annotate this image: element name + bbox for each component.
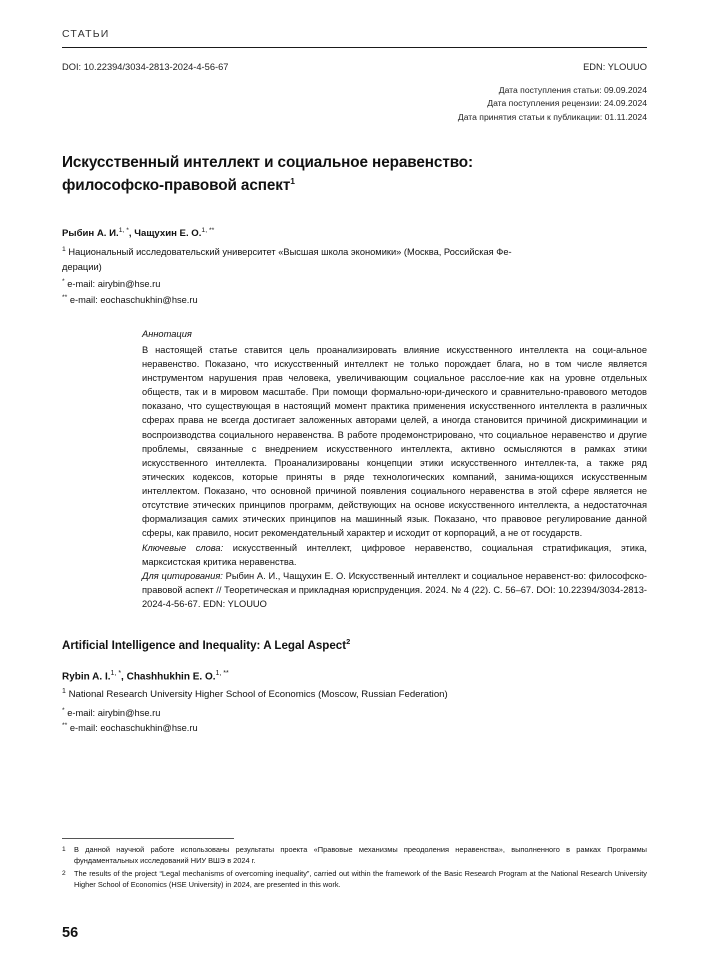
email-en-2-text: e-mail: eochaschukhin@hse.ru <box>67 723 198 734</box>
email-en-1-sup: * <box>62 706 65 714</box>
email-en-2 <box>62 722 647 733</box>
affiliation-ru-sup: 1 <box>62 246 66 254</box>
edn-text: EDN: YLOUUO <box>583 62 647 72</box>
date-reviewed: Дата поступления рецензии: 24.09.2024 <box>487 98 647 109</box>
citation-text: Рыбин А. И., Чащухин Е. О. Искусственный интеллект и социальное неравенст-во: философско-правовой аспект // Теоретическая и прикладная юриспруденция. 2024. № 4 (22). С. 56–67. DOI: 10.22394/3034-2813-2024-4-56-67. EDN: YLOUUO <box>142 570 647 609</box>
email-ru-2-text: e-mail: eochaschukhin@hse.ru <box>67 294 198 305</box>
date-accepted: Дата принятия статьи к публикации: 01.11.2024 <box>457 111 647 122</box>
email-ru-1 <box>62 278 647 289</box>
affiliation-en-text: National Research University Higher School of Economics (Moscow, Russian Federation) <box>65 689 448 701</box>
author-ru-2-sup: 1, ** <box>201 227 215 235</box>
doi-text: DOI: 10.22394/3034-2813-2024-4-56-67 <box>62 62 229 72</box>
meta-row <box>62 62 647 72</box>
citation-label: Для цитирования: <box>142 570 223 581</box>
authors-ru <box>62 227 647 239</box>
citation-line <box>142 569 647 611</box>
footnote-divider <box>62 838 234 839</box>
title-en-footnote-marker: 2 <box>346 637 351 647</box>
affiliation-en-sup: 1 <box>62 688 66 696</box>
footnote-1 <box>62 845 647 866</box>
author-en-1-sup: 1, * <box>110 669 122 677</box>
title-ru-line2-text: философско-правовой аспект <box>62 176 291 194</box>
title-en-text: Artificial Intelligence and Inequality: A Legal Aspect <box>62 638 347 652</box>
abstract-body <box>142 343 647 611</box>
email-en-2-sup: ** <box>62 721 68 729</box>
header-divider <box>62 47 647 48</box>
keywords-line <box>142 541 647 569</box>
abstract-label: Аннотация <box>142 328 192 339</box>
footnote-2 <box>62 869 647 890</box>
page-title-ru <box>62 152 647 197</box>
author-en-2: , Chashhukhin E. O. <box>121 671 216 683</box>
page-title-en <box>62 637 647 652</box>
submission-dates <box>62 84 647 124</box>
author-ru-1: Рыбин А. И. <box>62 228 119 240</box>
abstract-block <box>142 327 647 612</box>
footnote-2-number: 2 <box>62 870 66 878</box>
running-head: СТАТЬИ <box>62 28 110 40</box>
email-ru-2-sup: ** <box>62 293 68 301</box>
authors-en <box>62 670 647 682</box>
author-en-2-sup: 1, ** <box>215 669 229 677</box>
email-en-1-text: e-mail: airybin@hse.ru <box>64 707 161 718</box>
author-ru-1-sup: 1, * <box>118 227 129 235</box>
affiliation-en <box>62 687 647 703</box>
abstract-text: В настоящей статье ставится цель проанализировать влияние искусственного интеллекта на соци-альное неравенство. Показано, что искусственный интеллект не только порождает блага, но в том числе является инструментом нарушения прав человека, увеличивающим социальное расслое-ние как на уровне отдельных обществ, так и в мировом масштабе. При помощи формально-юри-дического и сравнительно-правового методов показано, что существующая в настоящий момент практика применения искусственного интеллекта в различных сферах права не всегда достигает заложенных авторами целей, а иногда становится причиной дискриминации и воспроизводства социального неравенства. В работе продемонстрировано, что социальное неравенство и другие проблемы, связанные с внедрением искусственного интеллекта, активно осмысляются в рамках этики искусственного интеллекта. Проанализированы концепции этики искусственного интеллек-та, а также ряд этических кодексов, которые приняты в ряде технологических компаний, занима-ющихся искусственным интеллектом. Показано, что основной причиной появления социального неравенства в этой сфере является не отсутствие этических принципов программ, действующих на основе искусственного интеллекта, а недостаточная формализация самих этических принципов на машинный язык. Показано, что правовое регулирование данной сферы, как правило, носит рекомендательный характер и исходит от корпораций, а не от государств. <box>142 344 647 539</box>
title-ru-line1: Искусственный интеллект и социальное неравенство: <box>62 153 474 171</box>
affiliation-ru-line2: дерации) <box>62 261 102 272</box>
email-ru-1-sup: * <box>62 278 65 286</box>
author-ru-2: , Чащухин Е. О. <box>128 228 202 240</box>
email-en-1 <box>62 707 647 718</box>
footnote-1-number: 1 <box>62 846 66 853</box>
title-ru-line2 <box>62 175 647 198</box>
page-number: 56 <box>62 925 79 941</box>
email-ru-1-text: e-mail: airybin@hse.ru <box>64 279 161 290</box>
date-received: Дата поступления статьи: 09.09.2024 <box>498 85 647 95</box>
keywords-label: Ключевые слова: <box>142 542 224 553</box>
title-ru-footnote-marker: 1 <box>290 175 295 186</box>
email-ru-2 <box>62 294 647 305</box>
footnote-1-text: В данной научной работе использованы результаты проекта «Правовые механизмы преодоления неравенства», выполненного в рамках Программы фундаментальных исследований НИУ ВШЭ в 2024 г. <box>74 845 647 865</box>
affiliation-ru-line1: Национальный исследовательский университет «Высшая школа экономики» (Москва, Российская Фе- <box>65 247 512 258</box>
affiliation-ru <box>62 245 647 274</box>
author-en-1: Rybin A. I. <box>62 671 111 683</box>
footnotes <box>62 838 647 893</box>
keywords-text: искусственный интеллект, цифровое неравенство, социальная стратификация, этика, марксистская критика неравенства. <box>142 542 647 567</box>
footnote-2-text: The results of the project “Legal mechanisms of overcoming inequality”, carried out within the framework of the Basic Research Program at the National Research University Higher School of Economics (HSE University) in 2024, are presented in this work. <box>74 869 647 889</box>
